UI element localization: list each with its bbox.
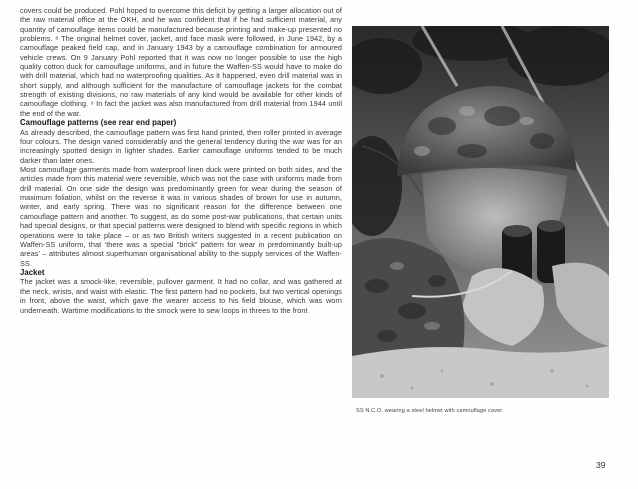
paragraph-3: Most camouflage garments made from waterproof linen duck were printed on both sides, and the articles made from this material were reversible, which was not the case with uniforms made from drill material. On one side the design was predominantly green for wear during the season of maximum foliation, whilst on the reverse it was in various shades of brown for use in autumn, winter, and early spring. There was no significant reason for the difference between one camouflage pattern and another. To suggest, as do some post-war publications, that certain units had special designs, or that special patterns were designed to blend with specific regions in which operations were to take place – or as two British writers suggested in a recent publication on Waffen-SS uniform, that ‘there was a special “brick” pattern for wear in predominantly built-up areas’ – attributes almost superhuman organisational ability to the supply services of the Waffen-SS.: [20, 165, 342, 268]
paragraph-1: covers could be produced. Pohl hoped to overcome this deficit by getting a larger allocation out of the raw material office at the OKH, and he was confident that if he had sufficient material, any quantity of camouflage items could be manufactured because printing and make-up presented no problems. ⁸ The original helmet cover, jacket, and face mask were followed, in June 1942, by a camouflage peaked field cap, and in January 1943 by a camouflage combination for armoured vehicle crews. On 9 January Pohl reported that it was now no longer possible to use the high quality cotton duck for camouflage uniforms, and in future the Waffen-SS would have to make do with drill material, which had no waterproofing qualities. As it happened, even drill material was in short supply, and although sufficient for the manufacture of camouflage jackets for the combat strength of existing divisions, no raw materials of any kind would be available for other kinds of camouflage clothing. ⁹ In fact the jacket was also manufactured from drill material from 1944 until the end of the war.: [20, 6, 342, 118]
page-number: 39: [596, 460, 606, 470]
heading-jacket: Jacket: [20, 267, 45, 277]
photo-caption: SS N.C.O. wearing a steel helmet with camouflage cover.: [356, 408, 504, 414]
photo-illustration: [352, 26, 609, 398]
paragraph-2: As already described, the camouflage pattern was first hand printed, then roller printed in average four colours. The design varied considerably and the general tendency during the war was for an increasingly spotted design in lighter shades. Earlier camouflage uniforms tended to be much darker than later ones.: [20, 127, 342, 165]
paragraph-4: The jacket was a smock-like, reversible, pullover garment. It had no collar, and was gathered at the neck, wrists, and waist with elastic. The first pattern had no pockets, but two vertical openings in front, above the waist, which gave the wearer access to his field blouse, which was worn underneath. Wartime modifications to the smock were to sew loops in threes to the front: [20, 277, 342, 315]
body-text-column: [20, 6, 342, 315]
heading-camouflage-patterns: Camouflage patterns (see rear end paper): [20, 118, 177, 128]
soldier-photograph: [352, 26, 609, 398]
